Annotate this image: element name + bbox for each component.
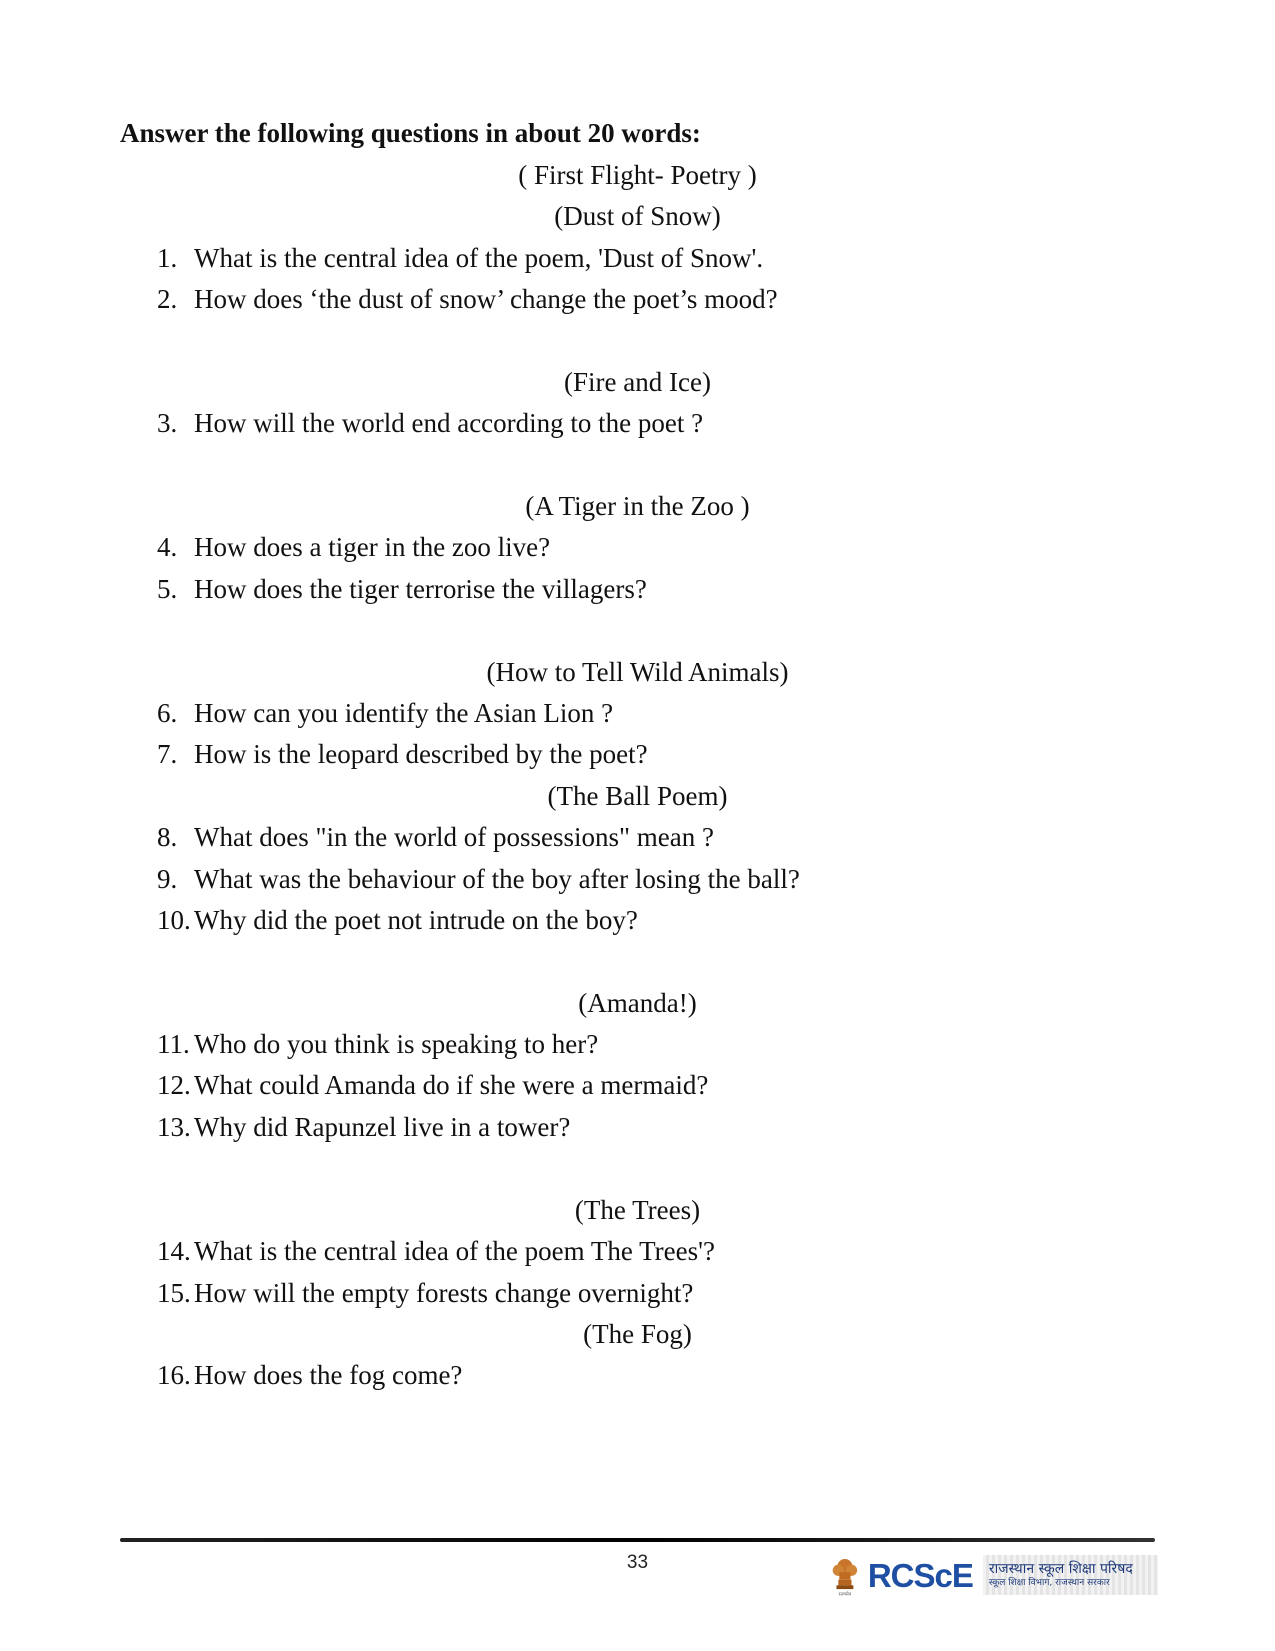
question-text: What does "in the world of possessions" mean ? — [194, 822, 714, 852]
question-number: 5. — [157, 574, 178, 604]
page-heading: Answer the following questions in about 20 words: — [120, 118, 701, 148]
question-item — [157, 1236, 715, 1267]
question-text: How will the world end according to the poet ? — [194, 408, 704, 438]
question-item — [157, 1070, 708, 1101]
question-text: What was the behaviour of the boy after losing the ball? — [194, 864, 800, 894]
section-subtitle: ( First Flight- Poetry ) — [518, 160, 757, 190]
question-text: What is the central idea of the poem, 'Dust of Snow'. — [194, 243, 764, 273]
footer-divider — [120, 1538, 1155, 1542]
question-text: How does the fog come? — [194, 1360, 463, 1390]
page-number: 33 — [626, 1552, 649, 1573]
section-subtitle: (A Tiger in the Zoo ) — [525, 491, 750, 521]
question-item — [157, 1360, 462, 1391]
question-text: How is the leopard described by the poet? — [194, 739, 648, 769]
question-text: What is the central idea of the poem The Trees'? — [194, 1236, 715, 1266]
question-number: 1. — [157, 243, 178, 273]
question-item — [157, 1112, 570, 1143]
question-number: 10. — [157, 905, 191, 935]
question-number: 7. — [157, 739, 178, 769]
question-number: 16. — [157, 1360, 191, 1390]
question-number: 8. — [157, 822, 178, 852]
question-number: 9. — [157, 864, 178, 894]
question-item — [157, 284, 778, 315]
logo-acronym: RCScE — [867, 1556, 973, 1594]
question-number: 13. — [157, 1112, 191, 1142]
question-number: 3. — [157, 408, 178, 438]
section-subtitle: (The Ball Poem) — [547, 781, 728, 811]
question-number: 4. — [157, 532, 178, 562]
question-number: 6. — [157, 698, 178, 728]
section-subtitle: (Fire and Ice) — [564, 367, 711, 397]
question-item — [157, 698, 613, 729]
logo-hindi-title: राजस्थान स्कूल शिक्षा परिषद — [988, 1561, 1133, 1578]
question-text: How does the tiger terrorise the villagers? — [194, 574, 647, 604]
question-item — [157, 822, 714, 853]
question-text: Who do you think is speaking to her? — [194, 1029, 599, 1059]
question-number: 15. — [157, 1278, 191, 1308]
rcsce-logo — [828, 1548, 1158, 1602]
question-item — [157, 408, 703, 439]
question-text: Why did Rapunzel live in a tower? — [194, 1112, 571, 1142]
question-item — [157, 243, 763, 274]
logo-hindi-block — [983, 1555, 1158, 1595]
question-number: 11. — [157, 1029, 190, 1059]
question-text: What could Amanda do if she were a mermaid? — [194, 1070, 709, 1100]
question-item — [157, 905, 638, 936]
question-text: How can you identify the Asian Lion ? — [194, 698, 614, 728]
section-subtitle: (The Trees) — [574, 1195, 701, 1225]
question-text: How does ‘the dust of snow’ change the poet’s mood? — [194, 284, 778, 314]
question-item — [157, 574, 647, 605]
question-number: 12. — [157, 1070, 191, 1100]
section-subtitle: (Amanda!) — [578, 988, 697, 1018]
question-number: 14. — [157, 1236, 191, 1266]
question-text: How will the empty forests change overnight? — [194, 1278, 694, 1308]
question-item — [157, 864, 800, 895]
question-item — [157, 532, 550, 563]
logo-hindi-subtitle: स्कूल शिक्षा विभाग, राजस्थान सरकार — [988, 1578, 1110, 1588]
question-item — [157, 1278, 693, 1309]
question-item — [157, 739, 648, 770]
state-emblem-icon — [828, 1550, 862, 1600]
question-text: Why did the poet not intrude on the boy? — [194, 905, 638, 935]
question-number: 2. — [157, 284, 178, 314]
question-text: How does a tiger in the zoo live? — [194, 532, 551, 562]
section-subtitle: (The Fog) — [583, 1319, 692, 1349]
section-subtitle: (Dust of Snow) — [554, 201, 721, 231]
question-item — [157, 1029, 598, 1060]
section-subtitle: (How to Tell Wild Animals) — [486, 657, 789, 687]
svg-text:सत्यमेव: सत्यमेव — [838, 1592, 852, 1598]
